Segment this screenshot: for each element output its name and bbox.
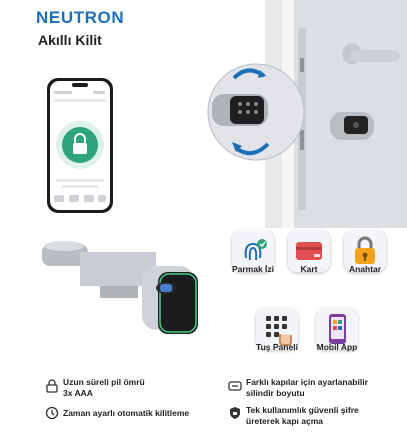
product-subtitle: Akıllı Kilit	[38, 32, 102, 48]
adjust-icon	[228, 379, 242, 393]
brand-logo: NEUTRON	[36, 8, 125, 27]
phone-image	[46, 77, 114, 214]
bottom-feature-otp	[246, 405, 359, 427]
bottom-feature-otp-line2: üreterek kapı açma	[246, 416, 324, 426]
feature-label-key: Anahtar	[348, 264, 382, 274]
bottom-feature-adjust	[246, 377, 368, 399]
timer-lock-icon	[45, 406, 59, 420]
shield-lock-icon	[228, 406, 242, 420]
bottom-feature-battery-line2: 3x AAA	[63, 388, 93, 398]
bottom-feature-adjust-line1: Farklı kapılar için ayarlanabilir	[246, 377, 368, 387]
bottom-feature-battery-line1: Uzun süreli pil ömrü	[63, 377, 145, 387]
door-illustration	[170, 0, 407, 228]
feature-label-card: Kart	[300, 264, 318, 274]
cylinder-image	[30, 230, 220, 350]
feature-label-keypad: Tuş Paneli	[256, 342, 298, 352]
feature-label-mobile-app: Mobil App	[316, 342, 358, 352]
bottom-feature-timer-line1: Zaman ayarlı otomatik kilitleme	[63, 408, 190, 418]
battery-lock-icon	[45, 379, 59, 393]
bottom-feature-adjust-line2: silindir boyutu	[246, 388, 305, 398]
feature-label-fingerprint: Parmak İzi	[231, 264, 275, 274]
bottom-feature-timer	[63, 408, 189, 419]
bottom-feature-battery	[63, 377, 145, 399]
bottom-feature-otp-line1: Tek kullanımlık güvenli şifre	[246, 405, 359, 415]
